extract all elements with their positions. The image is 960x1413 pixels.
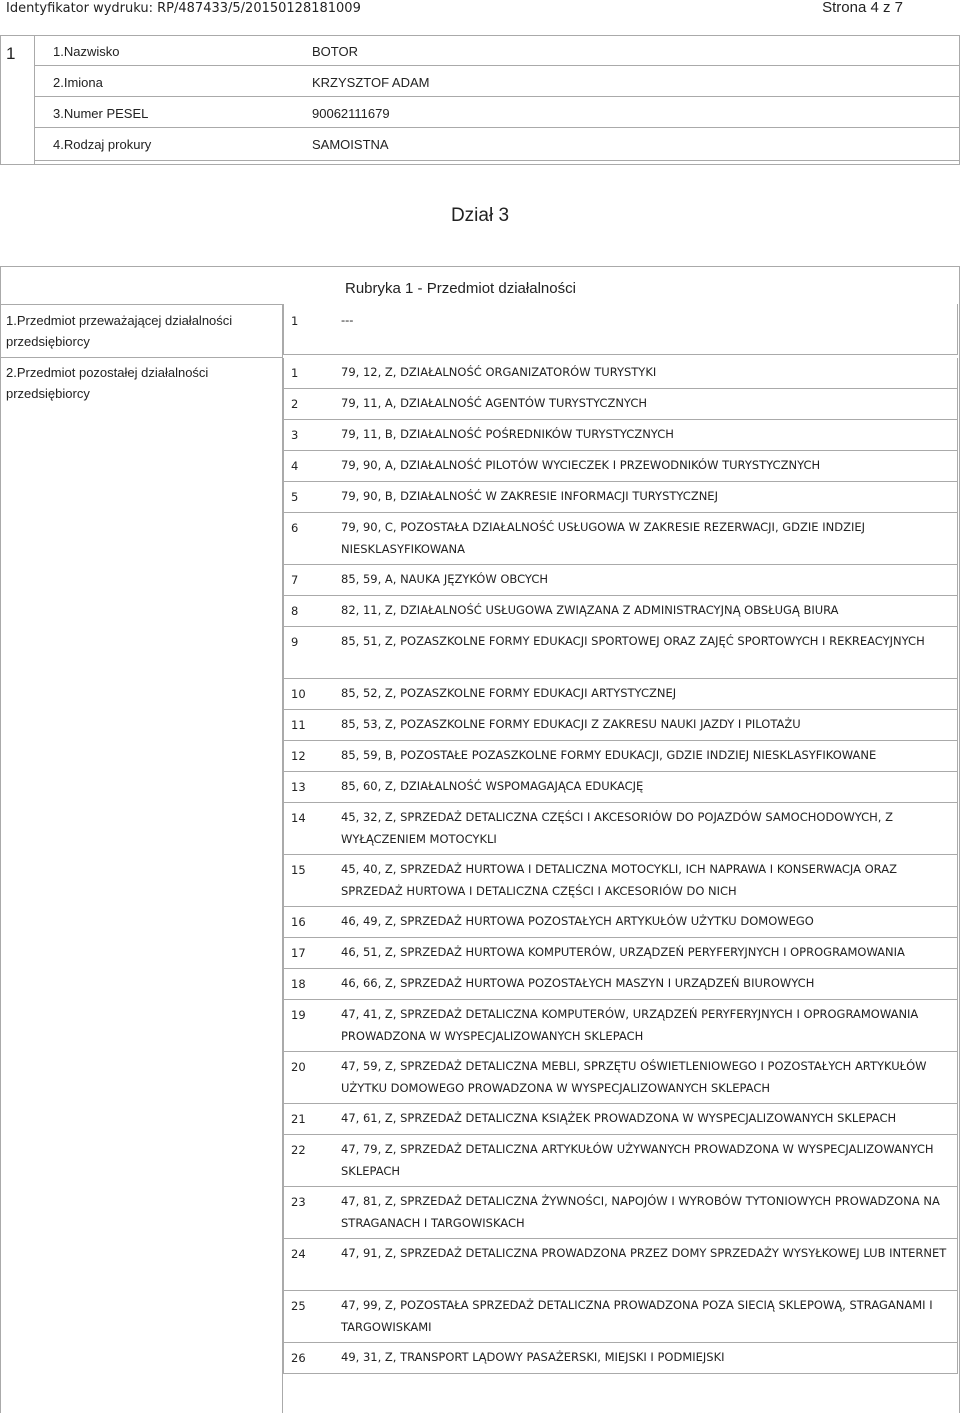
- person-row: [34, 35, 960, 66]
- activity-text: 85, 60, Z, DZIAŁALNOŚĆ WSPOMAGAJĄCA EDUKACJĘ: [341, 779, 644, 793]
- activity-text: 46, 49, Z, SPRZEDAŻ HURTOWA POZOSTAŁYCH ARTYKUŁÓW UŻYTKU DOMOWEGO: [341, 914, 814, 928]
- print-header: [0, 0, 960, 18]
- activity-text: 82, 11, Z, DZIAŁALNOŚĆ USŁUGOWA ZWIĄZANA Z ADMINISTRACYJNĄ OBSŁUGĄ BIURA: [341, 603, 839, 617]
- activity-text: 47, 99, Z, POZOSTAŁA SPRZEDAŻ DETALICZNA PROWADZONA POZA SIECIĄ SKLEPOWĄ, STRAGANAMI I TARGOWISKAMI: [341, 1298, 933, 1334]
- activity-text: 46, 66, Z, SPRZEDAŻ HURTOWA POZOSTAŁYCH MASZYN I URZĄDZEŃ BIUROWYCH: [341, 976, 815, 990]
- activity-text: 47, 61, Z, SPRZEDAŻ DETALICZNA KSIĄŻEK PROWADZONA W WYSPECJALIZOWANYCH SKLEPACH: [341, 1111, 897, 1125]
- activity-text: 79, 11, A, DZIAŁALNOŚĆ AGENTÓW TURYSTYCZNYCH: [341, 396, 648, 410]
- other-activity-label: 2.Przedmiot pozostałej działalności przedsiębiorcy: [6, 365, 209, 401]
- activity-text: 45, 40, Z, SPRZEDAŻ HURTOWA I DETALICZNA MOTOCYKLI, ICH NAPRAWA I KONSERWACJA ORAZ SPRZEDAŻ HURTOWA I DETALICZNA CZĘŚCI I AKCESORIÓW DO NICH: [341, 862, 897, 898]
- activity-num: 18: [291, 977, 306, 991]
- activity-num: 3: [291, 428, 299, 442]
- activity-num: 2: [291, 397, 299, 411]
- activity-text: 49, 31, Z, TRANSPORT LĄDOWY PASAŻERSKI, MIEJSKI I PODMIEJSKI: [341, 1350, 725, 1364]
- activity-num: 25: [291, 1299, 306, 1313]
- person-field-label: 4.Rodzaj prokury: [53, 137, 152, 152]
- activity-num: 14: [291, 811, 306, 825]
- activity-text: 79, 12, Z, DZIAŁALNOŚĆ ORGANIZATORÓW TURYSTYKI: [341, 365, 657, 379]
- activity-text: 46, 51, Z, SPRZEDAŻ HURTOWA KOMPUTERÓW, URZĄDZEŃ PERYFERYJNYCH I OPROGRAMOWANIA: [341, 945, 905, 959]
- person-row: [34, 128, 960, 161]
- activity-num: 21: [291, 1112, 306, 1126]
- activity-num: 22: [291, 1143, 306, 1157]
- activity-num: 12: [291, 749, 306, 763]
- activity-num: 20: [291, 1060, 306, 1074]
- activity-text: 45, 32, Z, SPRZEDAŻ DETALICZNA CZĘŚCI I AKCESORIÓW DO POJAZDÓW SAMOCHODOWYCH, Z WYŁĄCZENIEM MOTOCYKLI: [341, 810, 893, 846]
- activity-text: 79, 90, B, DZIAŁALNOŚĆ W ZAKRESIE INFORMACJI TURYSTYCZNEJ: [341, 489, 718, 503]
- activity-num: 24: [291, 1247, 306, 1261]
- activity-num: 7: [291, 573, 299, 587]
- activity-num: 16: [291, 915, 306, 929]
- person-field-label: 3.Numer PESEL: [53, 106, 149, 121]
- activity-text: 47, 79, Z, SPRZEDAŻ DETALICZNA ARTYKUŁÓW UŻYWANYCH PROWADZONA W WYSPECJALIZOWANYCH SKLEPACH: [341, 1142, 934, 1178]
- activity-text: 85, 51, Z, POZASZKOLNE FORMY EDUKACJI SPORTOWEJ ORAZ ZAJĘĆ SPORTOWYCH I REKREACYJNYCH: [341, 634, 925, 648]
- activity-text: 47, 81, Z, SPRZEDAŻ DETALICZNA ŻYWNOŚCI, NAPOJÓW I WYROBÓW TYTONIOWYCH PROWADZONA NA STRAGANACH I TARGOWISKACH: [341, 1194, 940, 1230]
- section-left-column: [0, 304, 283, 1413]
- activity-text: 85, 52, Z, POZASZKOLNE FORMY EDUKACJI ARTYSTYCZNEJ: [341, 686, 677, 700]
- person-field-value: SAMOISTNA: [312, 137, 389, 152]
- activity-num: 4: [291, 459, 299, 473]
- activity-text: 85, 59, B, POZOSTAŁE POZASZKOLNE FORMY EDUKACJI, GDZIE INDZIEJ NIESKLASYFIKOWANE: [341, 748, 877, 762]
- activity-num: 10: [291, 687, 306, 701]
- main-activity-text: ---: [341, 313, 354, 327]
- activity-num: 11: [291, 718, 306, 732]
- activity-text: 47, 59, Z, SPRZEDAŻ DETALICZNA MEBLI, SPRZĘTU OŚWIETLENIOWEGO I POZOSTAŁYCH ARTYKUŁÓW UŻYTKU DOMOWEGO PROWADZONA W WYSPECJALIZOWANYCH SKLEPACH: [341, 1059, 927, 1095]
- main-activity-label: 1.Przedmiot przeważającej działalności przedsiębiorcy: [6, 313, 233, 349]
- activity-num: 13: [291, 780, 306, 794]
- person-field-value: 90062111679: [312, 106, 390, 121]
- person-row: [34, 66, 960, 97]
- person-row: [34, 97, 960, 128]
- activity-text: 85, 59, A, NAUKA JĘZYKÓW OBCYCH: [341, 572, 549, 586]
- section-title: Dział 3: [450, 205, 510, 226]
- person-field-value: BOTOR: [312, 44, 358, 59]
- activity-num: 15: [291, 863, 306, 877]
- activity-num: 8: [291, 604, 299, 618]
- rubric-title: Rubryka 1 - Przedmiot działalności: [345, 280, 576, 297]
- activity-num: 9: [291, 635, 299, 649]
- activity-num: 17: [291, 946, 306, 960]
- activity-num: 1: [291, 366, 299, 380]
- person-index: 1: [6, 44, 16, 63]
- main-activity-num: 1: [291, 314, 299, 328]
- activity-text: 79, 90, C, POZOSTAŁA DZIAŁALNOŚĆ USŁUGOWA W ZAKRESIE REZERWACJI, GDZIE INDZIEJ NIESKLASYFIKOWANA: [341, 520, 865, 556]
- activity-num: 5: [291, 490, 299, 504]
- activity-num: 26: [291, 1351, 306, 1365]
- activity-text: 79, 11, B, DZIAŁALNOŚĆ POŚREDNIKÓW TURYSTYCZNYCH: [341, 427, 674, 441]
- activity-text: 79, 90, A, DZIAŁALNOŚĆ PILOTÓW WYCIECZEK I PRZEWODNIKÓW TURYSTYCZNYCH: [341, 458, 821, 472]
- activity-text: 85, 53, Z, POZASZKOLNE FORMY EDUKACJI Z ZAKRESU NAUKI JAZDY I PILOTAŻU: [341, 717, 801, 731]
- activity-num: 23: [291, 1195, 306, 1209]
- activity-num: 6: [291, 521, 299, 535]
- print-identifier: Identyfikator wydruku: RP/487433/5/20150128181009: [6, 1, 361, 16]
- person-field-label: 2.Imiona: [53, 75, 103, 90]
- person-field-label: 1.Nazwisko: [53, 44, 120, 59]
- person-field-value: KRZYSZTOF ADAM: [312, 75, 430, 90]
- activity-text: 47, 91, Z, SPRZEDAŻ DETALICZNA PROWADZONA PRZEZ DOMY SPRZEDAŻY WYSYŁKOWEJ LUB INTERNET: [341, 1246, 947, 1260]
- page-number: Strona 4 z 7: [822, 0, 903, 16]
- activity-num: 19: [291, 1008, 306, 1022]
- activity-text: 47, 41, Z, SPRZEDAŻ DETALICZNA KOMPUTERÓW, URZĄDZEŃ PERYFERYJNYCH I OPROGRAMOWANIA PROWADZONA W WYSPECJALIZOWANYCH SKLEPACH: [341, 1007, 919, 1043]
